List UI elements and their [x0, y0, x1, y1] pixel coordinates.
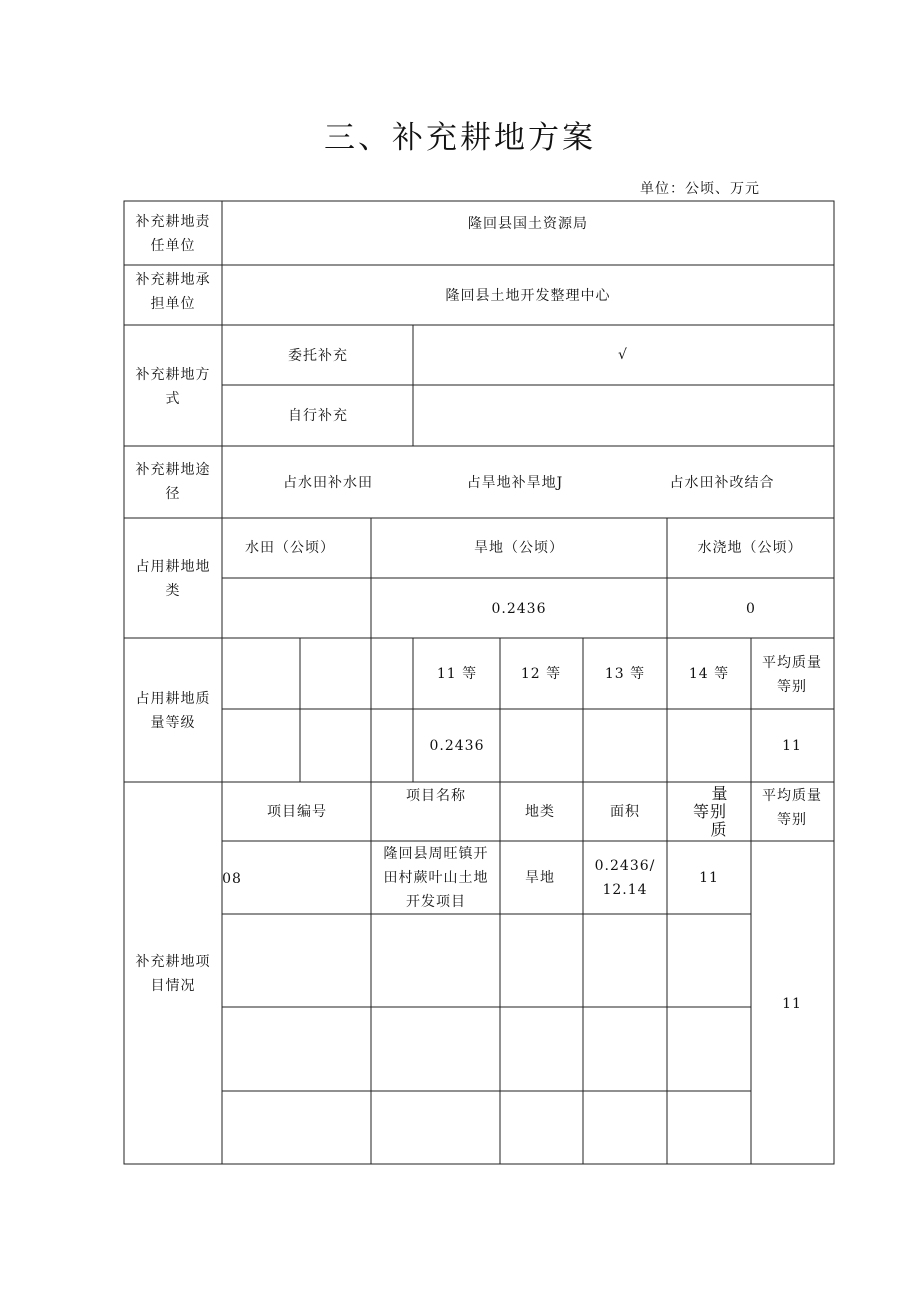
dry-header: 旱地（公顷）	[474, 540, 564, 556]
proj-avg-quality-header: 平均质量等别	[762, 788, 822, 828]
item-no: 08	[222, 871, 242, 887]
quality-grade-header-top: 量	[711, 784, 729, 803]
paddy-header: 水田（公顷）	[245, 540, 335, 556]
path-label: 补充耕地途径	[135, 462, 211, 502]
path-option-1: 占水田补水田	[283, 475, 373, 491]
undertake-unit-value: 隆回县土地开发整理中心	[445, 288, 611, 304]
irrigated-header: 水浇地（公顷）	[697, 540, 803, 556]
unit-note: 单位：公顷、万元	[640, 181, 760, 197]
path-option-2: 占旱地补旱地J	[466, 475, 564, 491]
avg-quality-header: 平均质量等别	[762, 655, 822, 695]
grade-14-header: 14 等	[688, 666, 730, 682]
avg-quality-value: 11	[782, 738, 802, 754]
page-title: 三、补充耕地方案	[324, 120, 596, 156]
quality-grade-header-bottom: 质	[710, 820, 728, 839]
grade-12-header: 12 等	[520, 666, 562, 682]
irrigated-value: 0	[746, 601, 756, 617]
dry-value: 0.2436	[491, 601, 547, 617]
project-label: 补充耕地项目情况	[135, 954, 211, 994]
quality-label: 占用耕地质量等级	[135, 691, 211, 731]
method-label: 补充耕地方式	[135, 367, 211, 407]
resp-unit-value: 隆回县国土资源局	[468, 216, 588, 232]
quality-grade-header-mid: 等别	[692, 802, 728, 821]
proj-avg-quality-value: 11	[782, 996, 802, 1012]
occupy-type-label: 占用耕地地类	[135, 559, 211, 599]
path-option-3: 占水田补改结合	[669, 475, 775, 491]
item-grade: 11	[699, 870, 719, 886]
grade-11-header: 11 等	[436, 666, 478, 682]
proj-name-header: 项目名称	[406, 788, 466, 804]
method-commission: 委托补充	[288, 348, 348, 364]
area-header: 面积	[610, 804, 640, 820]
grade-11-value: 0.2436	[429, 738, 485, 754]
proj-no-header: 项目编号	[267, 804, 327, 820]
undertake-unit-label: 补充耕地承担单位	[135, 272, 211, 312]
grade-13-header: 13 等	[604, 666, 646, 682]
item-land-type: 旱地	[525, 870, 555, 886]
land-type-header: 地类	[525, 804, 555, 820]
item-name: 隆回县周旺镇开田村蕨叶山土地开发项目	[383, 846, 489, 910]
resp-unit-label: 补充耕地责任单位	[135, 214, 211, 254]
method-self: 自行补充	[288, 408, 348, 424]
item-area: 0.2436/ 12.14	[594, 858, 656, 898]
method-commission-check: √	[618, 347, 628, 363]
